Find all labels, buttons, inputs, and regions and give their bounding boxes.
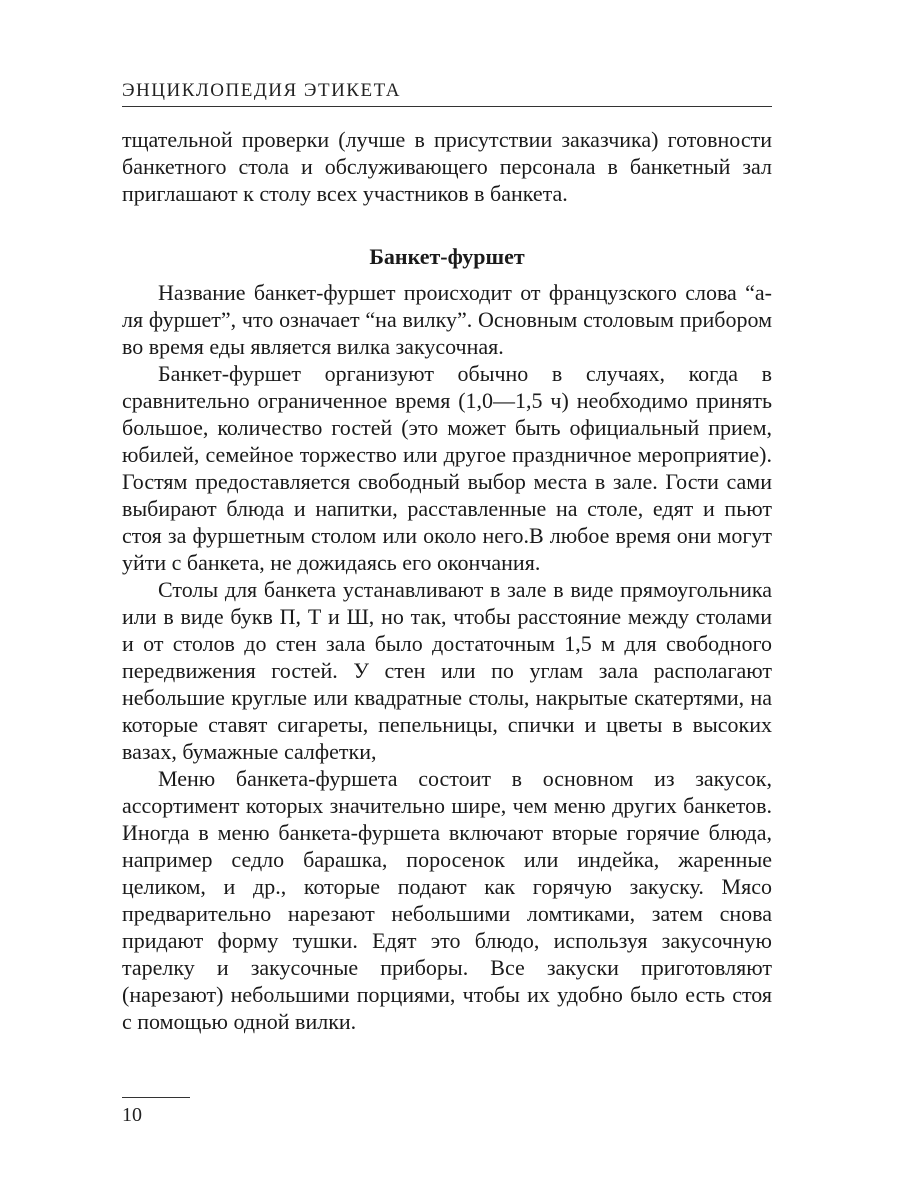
page-body [122,126,772,1035]
body-paragraph-4: Меню банкета-фуршета состоит в основном из закусок, ассортимент которых значительно шире, чем меню других банкетов. Иногда в меню банкета-фуршета включают вторые горячие блюда, например седло барашка, поросенок или индейка, жаренные целиком, и др., которые подают как горячую закуску. Мясо предварительно нарезают небольшими ломтиками, затем снова придают форму тушки. Едят это блюдо, используя закусочную тарелку и закусочные приборы. Все закуски приготовляют (нарезают) небольшими порциями, чтобы их удобно было есть стоя с помощью одной вилки. [122,766,772,1034]
body-paragraph-1: Название банкет-фуршет происходит от французского слова “а-ля фуршет”, что означает “на вилку”. Основным столовым прибором во время еды является вилка закусочная. [122,280,772,359]
intro-paragraph: тщательной проверки (лучше в присутствии заказчика) готовности банкетного стола и обслуживающего персонала в банкетный зал приглашают к столу всех участников в банкета. [122,127,772,206]
body-paragraph-2: Банкет-фуршет организуют обычно в случаях, когда в сравнительно ограниченное время (1,0—1,5 ч) необходимо принять большое, количество гостей (это может быть официальный прием, юбилей, семейное торжество или другое праздничное мероприятие). Гостям предоставляется свободный выбор места в зале. Гости сами выбирают блюда и напитки, расставленные на столе, едят и пьют стоя за фуршетным столом или около него.В любое время они могут уйти с банкета, не дожидаясь его окончания. [122,361,772,575]
header-rule [122,106,772,107]
body-paragraph-3: Столы для банкета устанавливают в зале в виде прямоугольника или в виде букв П, Т и Ш, но так, чтобы расстояние между столами и от столов до стен зала было достаточным 1,5 м для свободного передвижения гостей. У стен или по углам зала располагают небольшие круглые или квадратные столы, накрытые скатертями, на которые ставят сигареты, пепельницы, спички и цветы в высоких вазах, бумажные салфетки, [122,577,772,764]
page-number: 10 [122,1104,142,1126]
section-heading: Банкет-фуршет [369,244,525,269]
footer-rule [122,1097,190,1098]
running-header-title: ЭНЦИКЛОПЕДИЯ ЭТИКЕТА [122,80,401,101]
